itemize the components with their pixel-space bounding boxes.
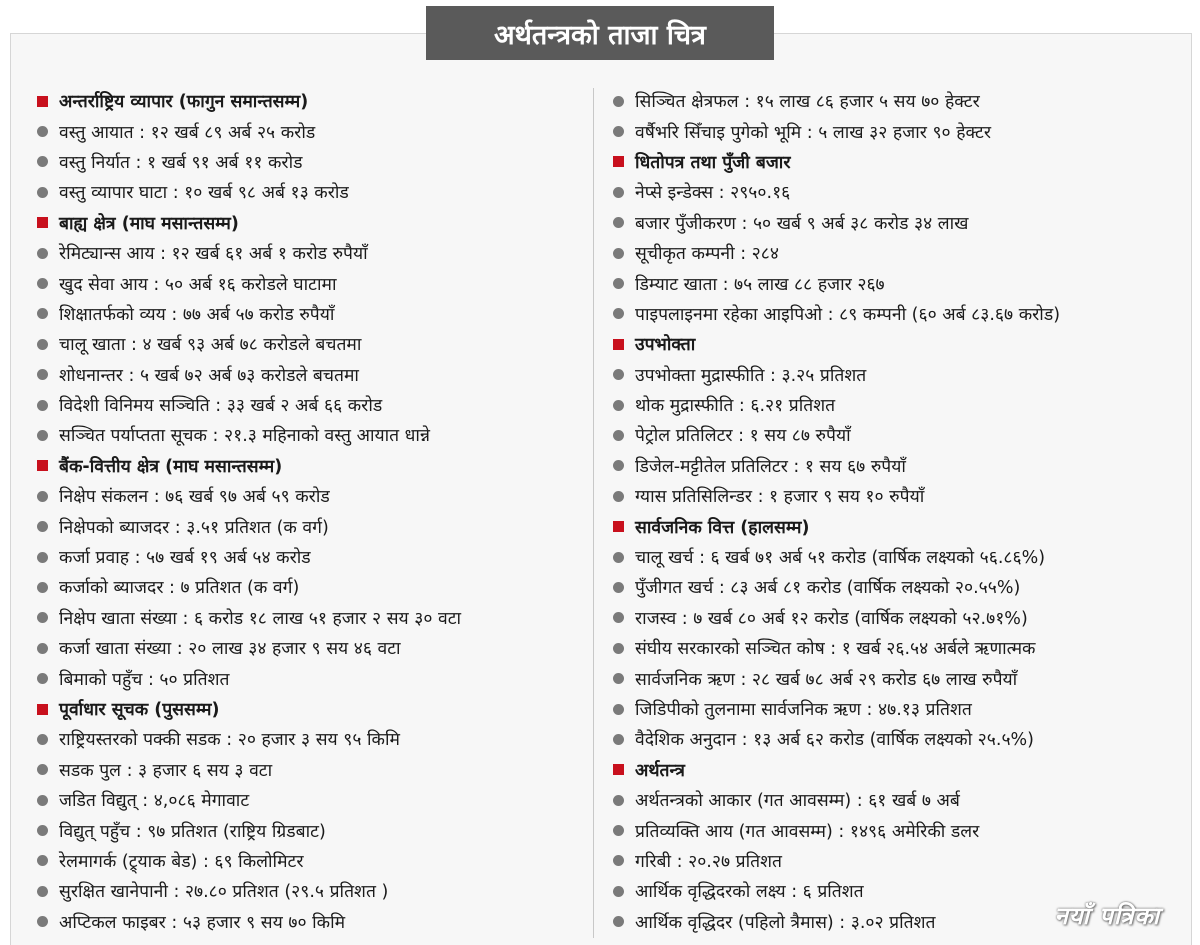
bullet-dot-icon	[613, 400, 624, 411]
list-item	[37, 876, 587, 906]
list-item	[37, 329, 587, 359]
list-item	[37, 572, 587, 602]
section-heading	[37, 86, 587, 116]
section-heading-text: बाह्य क्षेत्र (माघ मसान्तसम्म)	[59, 213, 239, 234]
list-item	[613, 299, 1188, 329]
list-item	[613, 360, 1188, 390]
bullet-dot-icon	[37, 521, 48, 532]
bullet-dot-icon	[613, 643, 624, 654]
red-square-icon	[37, 460, 48, 471]
left-column	[37, 86, 587, 937]
list-item	[613, 390, 1188, 420]
bullet-dot-icon	[613, 552, 624, 563]
list-item	[613, 451, 1188, 481]
list-item-text: अर्थतन्त्रको आकार (गत आवसम्म) : ६१ खर्ब ७ अर्ब	[635, 791, 960, 812]
section-heading	[613, 329, 1188, 359]
column-divider	[593, 88, 594, 938]
list-item-text: वस्तु व्यापार घाटा : १० खर्ब ९८ अर्ब १३ करोड	[59, 183, 349, 204]
section-heading-text: अन्तर्राष्ट्रिय व्यापार (फागुन समान्तसम्म)	[59, 92, 309, 113]
list-item-text: रेमिट्यान्स आय : १२ खर्ब ६१ अर्ब १ करोड रुपैयाँ	[59, 244, 368, 265]
list-item	[37, 360, 587, 390]
bullet-dot-icon	[37, 612, 48, 623]
bullet-dot-icon	[37, 795, 48, 806]
list-item-text: शोधनान्तर : ५ खर्ब ७२ अर्ब ७३ करोडले बचतमा	[59, 365, 359, 386]
bullet-dot-icon	[613, 582, 624, 593]
list-item-text: रेलमागर्क (ट्र्याक बेड) : ६९ किलोमिटर	[59, 851, 304, 872]
list-item	[613, 633, 1188, 663]
bullet-dot-icon	[37, 734, 48, 745]
section-heading	[613, 147, 1188, 177]
bullet-dot-icon	[613, 308, 624, 319]
page-title	[426, 6, 774, 60]
bullet-dot-icon	[37, 430, 48, 441]
section-heading-text: उपभोक्ता	[635, 335, 696, 356]
list-item-text: निक्षेपको ब्याजदर : ३.५१ प्रतिशत (क वर्ग)	[59, 517, 329, 538]
list-item-text: अप्टिकल फाइबर : ५३ हजार ९ सय ७० किमि	[59, 912, 346, 933]
section-heading	[37, 694, 587, 724]
list-item-text: कर्जा खाता संख्या : २० लाख ३४ हजार ९ सय ४६ वटा	[59, 639, 401, 660]
section-heading	[37, 451, 587, 481]
list-item-text: आर्थिक वृद्धिदरको लक्ष्य : ६ प्रतिशत	[635, 882, 864, 903]
bullet-dot-icon	[613, 734, 624, 745]
list-item	[37, 907, 587, 937]
bullet-dot-icon	[37, 126, 48, 137]
page-title-text: अर्थतन्त्रको ताजा चित्र	[494, 19, 706, 51]
bullet-dot-icon	[613, 704, 624, 715]
bullet-dot-icon	[37, 156, 48, 167]
list-item	[37, 147, 587, 177]
red-square-icon	[613, 521, 624, 532]
list-item	[37, 846, 587, 876]
list-item	[37, 177, 587, 207]
bullet-dot-icon	[613, 673, 624, 684]
bullet-dot-icon	[37, 278, 48, 289]
list-item	[37, 603, 587, 633]
bullet-dot-icon	[613, 491, 624, 502]
bullet-dot-icon	[613, 369, 624, 380]
list-item-text: डिजेल-मट्टीतेल प्रतिलिटर : १ सय ६७ रुपैयाँ	[635, 456, 906, 477]
bullet-dot-icon	[37, 916, 48, 927]
list-item-text: कर्जाको ब्याजदर : ७ प्रतिशत (क वर्ग)	[59, 578, 300, 599]
list-item	[37, 238, 587, 268]
list-item	[613, 542, 1188, 572]
list-item-text: जडित विद्युत् : ४,०८६ मेगावाट	[59, 791, 250, 812]
bullet-dot-icon	[613, 187, 624, 198]
list-item-text: राष्ट्रियस्तरको पक्की सडक : २० हजार ३ सय ९५ किमि	[59, 730, 400, 751]
section-heading-text: पूर्वाधार सूचक (पुससम्म)	[59, 700, 220, 720]
list-item-text: ग्यास प्रतिसिलिन्डर : १ हजार ९ सय १० रुपैयाँ	[635, 487, 925, 508]
bullet-dot-icon	[613, 825, 624, 836]
brand-text: नयाँ पत्रिका	[1054, 902, 1160, 930]
bullet-dot-icon	[613, 460, 624, 471]
list-item	[613, 116, 1188, 146]
list-item	[613, 603, 1188, 633]
bullet-dot-icon	[37, 825, 48, 836]
bullet-dot-icon	[37, 643, 48, 654]
bullet-dot-icon	[37, 339, 48, 350]
list-item-text: पाइपलाइनमा रहेका आइपिओ : ८९ कम्पनी (६० अर्ब ८३.६७ करोड)	[635, 304, 1061, 325]
bullet-dot-icon	[37, 308, 48, 319]
bullet-dot-icon	[37, 552, 48, 563]
list-item-text: वस्तु आयात : १२ खर्ब ८९ अर्ब २५ करोड	[59, 122, 316, 143]
list-item	[613, 663, 1188, 693]
list-item	[613, 785, 1188, 815]
list-item-text: नेप्से इन्डेक्स : २९५०.१६	[635, 183, 791, 204]
bullet-dot-icon	[613, 795, 624, 806]
bullet-dot-icon	[37, 400, 48, 411]
list-item	[613, 268, 1188, 298]
list-item-text: पेट्रोल प्रतिलिटर : १ सय ८७ रुपैयाँ	[635, 426, 851, 447]
list-item	[613, 86, 1188, 116]
section-heading-text: अर्थतन्त्र	[635, 760, 685, 781]
list-item	[37, 724, 587, 754]
red-square-icon	[37, 217, 48, 228]
list-item-text: सञ्चित पर्याप्तता सूचक : २१.३ महिनाको वस्तु आयात धान्ने	[59, 426, 430, 447]
bullet-dot-icon	[613, 217, 624, 228]
list-item-text: उपभोक्ता मुद्रास्फीति : ३.२५ प्रतिशत	[635, 365, 867, 386]
list-item-text: विद्युत् पहुँच : ९७ प्रतिशत (राष्ट्रिय ग्रिडबाट)	[59, 821, 326, 842]
bullet-dot-icon	[37, 369, 48, 380]
bullet-dot-icon	[613, 855, 624, 866]
list-item	[613, 177, 1188, 207]
bullet-dot-icon	[613, 886, 624, 897]
red-square-icon	[613, 339, 624, 350]
section-heading	[613, 511, 1188, 541]
list-item-text: सार्वजनिक ऋण : २८ खर्ब ७८ अर्ब २९ करोड ६७ लाख रुपैयाँ	[635, 669, 1018, 690]
red-square-icon	[37, 96, 48, 107]
bullet-dot-icon	[37, 764, 48, 775]
list-item	[613, 238, 1188, 268]
red-square-icon	[613, 156, 624, 167]
list-item-text: बजार पुँजीकरण : ५० खर्ब ९ अर्ब ३८ करोड ३४ लाख	[635, 213, 969, 234]
bullet-dot-icon	[37, 886, 48, 897]
list-item-text: निक्षेप खाता संख्या : ६ करोड १८ लाख ५१ हजार २ सय ३० वटा	[59, 608, 462, 629]
list-item	[613, 724, 1188, 754]
list-item-text: थोक मुद्रास्फीति : ६.२१ प्रतिशत	[635, 396, 836, 417]
list-item-text: सुरक्षित खानेपानी : २७.८० प्रतिशत (२९.५ प्रतिशत )	[59, 882, 389, 903]
list-item	[613, 420, 1188, 450]
list-item-text: जिडिपीको तुलनामा सार्वजनिक ऋण : ४७.१३ प्रतिशत	[635, 700, 972, 720]
list-item	[37, 815, 587, 845]
bullet-dot-icon	[613, 916, 624, 927]
list-item-text: पुँजीगत खर्च : ८३ अर्ब ८१ करोड (वार्षिक लक्ष्यको २०.५५%)	[635, 578, 1021, 599]
list-item	[37, 511, 587, 541]
bullet-dot-icon	[37, 491, 48, 502]
list-item	[37, 116, 587, 146]
list-item-text: विदेशी विनिमय सञ्चिति : ३३ खर्ब २ अर्ब ६६ करोड	[59, 396, 383, 417]
list-item-text: वैदेशिक अनुदान : १३ अर्ब ६२ करोड (वार्षिक लक्ष्यको २५.५%)	[635, 730, 1035, 751]
list-item	[37, 755, 587, 785]
red-square-icon	[613, 764, 624, 775]
list-item-text: संघीय सरकारको सञ्चित कोष : १ खर्ब २६.५४ अर्बले ऋणात्मक	[635, 639, 1036, 660]
bullet-dot-icon	[37, 582, 48, 593]
list-item	[37, 633, 587, 663]
list-item	[37, 663, 587, 693]
list-item-text: बिमाको पहुँच : ५० प्रतिशत	[59, 669, 230, 690]
list-item-text: कर्जा प्रवाह : ५७ खर्ब १९ अर्ब ५४ करोड	[59, 548, 311, 569]
bullet-dot-icon	[613, 430, 624, 441]
red-square-icon	[37, 704, 48, 715]
section-heading	[37, 208, 587, 238]
bullet-dot-icon	[613, 612, 624, 623]
list-item	[613, 481, 1188, 511]
list-item-text: प्रतिव्यक्ति आय (गत आवसम्म) : १४९६ अमेरिकी डलर	[635, 821, 980, 842]
list-item	[37, 542, 587, 572]
bullet-dot-icon	[613, 126, 624, 137]
list-item	[37, 481, 587, 511]
list-item	[613, 208, 1188, 238]
list-item-text: शिक्षातर्फको व्यय : ७७ अर्ब ५७ करोड रुपैयाँ	[59, 304, 335, 325]
section-heading	[613, 755, 1188, 785]
list-item-text: सडक पुल : ३ हजार ६ सय ३ वटा	[59, 760, 273, 781]
bullet-dot-icon	[37, 187, 48, 198]
bullet-dot-icon	[37, 855, 48, 866]
section-heading-text: बैंक-वित्तीय क्षेत्र (माघ मसान्तसम्म)	[59, 456, 283, 477]
list-item-text: चालू खाता : ४ खर्ब ९३ अर्ब ७८ करोडले बचतमा	[59, 335, 362, 356]
list-item-text: खुद सेवा आय : ५० अर्ब १६ करोडले घाटामा	[59, 274, 337, 295]
bullet-dot-icon	[613, 278, 624, 289]
bullet-dot-icon	[37, 673, 48, 684]
list-item-text: डिम्याट खाता : ७५ लाख ८८ हजार २६७	[635, 274, 885, 295]
list-item	[613, 694, 1188, 724]
list-item-text: सिञ्चित क्षेत्रफल : १५ लाख ८६ हजार ५ सय ७० हेक्टर	[635, 92, 980, 113]
list-item	[37, 268, 587, 298]
list-item	[37, 785, 587, 815]
list-item	[37, 299, 587, 329]
brand-logo	[1054, 899, 1160, 932]
list-item	[613, 572, 1188, 602]
section-heading-text: सार्वजनिक वित्त (हालसम्म)	[635, 517, 810, 538]
list-item-text: सूचीकृत कम्पनी : २८४	[635, 244, 779, 265]
list-item-text: आर्थिक वृद्धिदर (पहिलो त्रैमास) : ३.०२ प्रतिशत	[635, 912, 936, 933]
list-item	[37, 390, 587, 420]
bullet-dot-icon	[613, 248, 624, 259]
list-item-text: वस्तु निर्यात : १ खर्ब ९१ अर्ब ११ करोड	[59, 152, 303, 173]
bullet-dot-icon	[613, 96, 624, 107]
list-item-text: चालू खर्च : ६ खर्ब ७१ अर्ब ५१ करोड (वार्षिक लक्ष्यको ५६.८६%)	[635, 548, 1046, 569]
list-item-text: वर्षैभरि सिँचाइ पुगेको भूमि : ५ लाख ३२ हजार ९० हेक्टर	[635, 122, 992, 143]
section-heading-text: धितोपत्र तथा पुँजी बजार	[635, 152, 791, 173]
bullet-dot-icon	[37, 248, 48, 259]
list-item	[613, 846, 1188, 876]
list-item	[37, 420, 587, 450]
list-item-text: गरिबी : २०.२७ प्रतिशत	[635, 851, 782, 872]
right-column	[613, 86, 1188, 937]
list-item	[613, 815, 1188, 845]
list-item-text: निक्षेप संकलन : ७६ खर्ब ९७ अर्ब ५९ करोड	[59, 487, 330, 508]
list-item-text: राजस्व : ७ खर्ब ८० अर्ब १२ करोड (वार्षिक लक्ष्यको ५२.७१%)	[635, 608, 1028, 629]
